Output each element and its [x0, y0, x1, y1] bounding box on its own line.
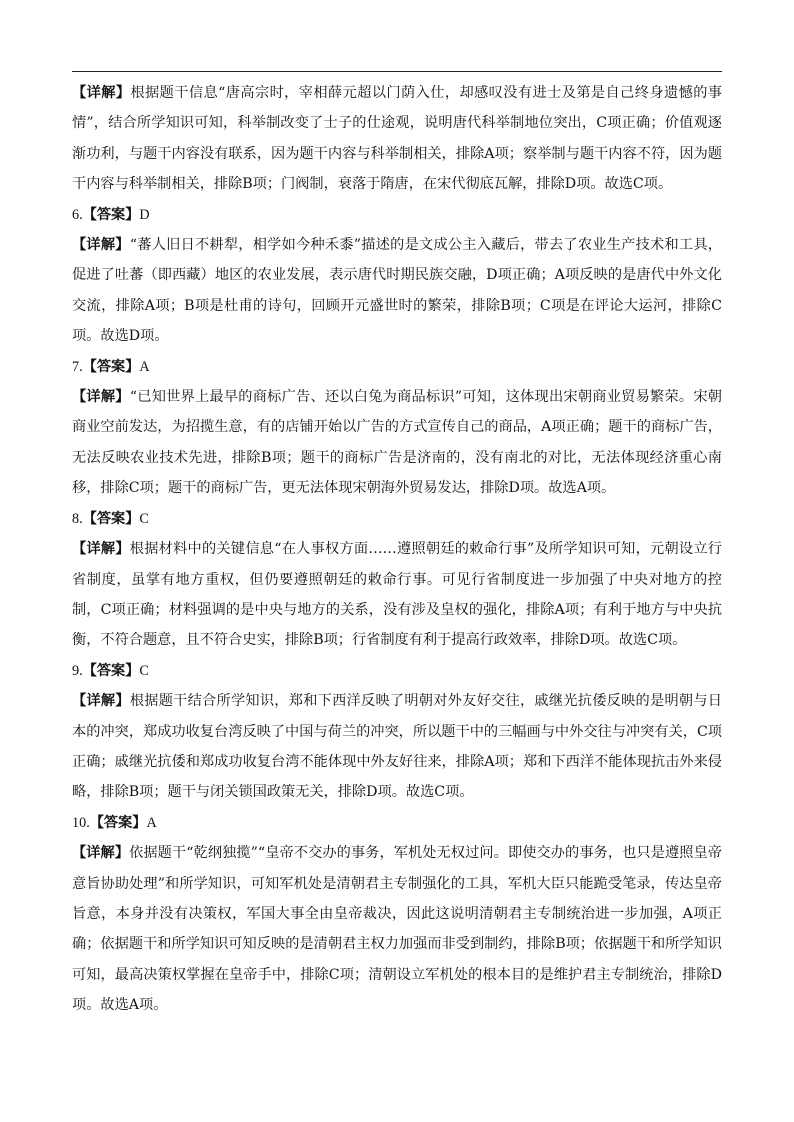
detail-text: 依据题干“乾纲独揽”“皇帝不交办的事务，军机处无权过问。即使交办的事务，也只是遵照皇帝意旨协助处理”和所学知识，可知军机处是清朝君主专制强化的工具，军机大臣只能跪受笔录，传达皇帝旨意，本身并没有决策权，军国大事全由皇帝裁决，因此这说明清朝君主专制统治进一步加强，A项正确；依据题干和所学知识可知反映的是清朝君主权力加强而非受到制约，排除B项；依据题干和所学知识可知，最高决策权掌握在皇帝手中，排除C项；清朝设立军机处的根本目的是维护君主专制统治，排除D项。故选A项。 — [72, 845, 722, 1014]
detail-paragraph-q10 — [72, 838, 722, 1020]
detail-paragraph-q8 — [72, 534, 722, 656]
answer-line-q10 — [72, 808, 722, 838]
answer-label: 【答案】 — [89, 814, 147, 831]
question-number: 10. — [72, 814, 90, 831]
answer-label: 【答案】 — [82, 358, 140, 375]
answer-explanations — [72, 78, 722, 1021]
question-number: 8. — [72, 510, 83, 527]
answer-line-q6 — [72, 200, 722, 230]
answer-value: D — [139, 206, 150, 223]
question-number: 7. — [72, 358, 83, 375]
answer-value: C — [139, 662, 149, 679]
answer-label: 【答案】 — [82, 662, 140, 679]
detail-paragraph-q9 — [72, 686, 722, 808]
detail-text: 根据题干信息“唐高宗时，宰相薛元超以门荫入仕，却感叹没有进士及第是自己终身遗憾的事情”，结合所学知识可知，科举制改变了士子的仕途观，说明唐代科举制地位突出，C项正确；价值观逐渐功利，与题干内容没有联系，因为题干内容与科举制相关，排除A项；察举制与题干内容不符，因为题干内容与科举制相关，排除B项；门阀制，衰落于隋唐，在宋代彻底瓦解，排除D项。故选C项。 — [72, 85, 722, 193]
intro-detail-paragraph — [72, 78, 722, 200]
question-number: 6. — [72, 206, 83, 223]
question-number: 9. — [72, 662, 83, 679]
detail-text: “蕃人旧日不耕犁，相学如今种禾黍”描述的是文成公主入藏后，带去了农业生产技术和工具，促进了吐蕃（即西藏）地区的农业发展，表示唐代时期民族交融，D项正确；A项反映的是唐代中外文化交流，排除A项；B项是杜甫的诗句，回顾开元盛世时的繁荣，排除B项；C项是在评论大运河，排除C项。故选D项。 — [72, 237, 722, 345]
detail-paragraph-q6 — [72, 230, 722, 352]
answer-label: 【答案】 — [82, 206, 140, 223]
answer-line-q9 — [72, 656, 722, 686]
answer-line-q7 — [72, 352, 722, 382]
answer-value: A — [139, 358, 150, 375]
answer-value: A — [146, 814, 157, 831]
detail-label: 【详解】 — [72, 541, 130, 558]
answer-line-q8 — [72, 504, 722, 534]
header-rule — [72, 71, 722, 72]
detail-label: 【详解】 — [72, 85, 131, 101]
detail-label: 【详解】 — [72, 389, 130, 406]
detail-text: “已知世界上最早的商标广告、还以白兔为商品标识”可知，这体现出宋朝商业贸易繁荣。宋朝商业空前发达，为招揽生意，有的店铺开始以广告的方式宣传自己的商品，A项正确；题干的商标广告，无法反映农业技术先进，排除B项；题干的商标广告是济南的，没有南北的对比，无法体现经济重心南移，排除C项；题干的商标广告，更无法体现宋朝海外贸易发达，排除D项。故选A项。 — [72, 389, 722, 497]
detail-label: 【详解】 — [72, 237, 130, 254]
detail-paragraph-q7 — [72, 382, 722, 504]
detail-text: 根据材料中的关键信息“在人事权方面……遵照朝廷的敕命行事”及所学知识可知，元朝设立行省制度，虽掌有地方重权，但仍要遵照朝廷的敕命行事。可见行省制度进一步加强了中央对地方的控制，C项正确；材料强调的是中央与地方的关系，没有涉及皇权的强化，排除A项；有利于地方与中央抗衡，不符合题意，且不符合史实，排除B项；行省制度有利于提高行政效率，排除D项。故选C项。 — [72, 541, 722, 649]
detail-label: 【详解】 — [72, 845, 130, 862]
detail-label: 【详解】 — [72, 693, 130, 710]
answer-label: 【答案】 — [82, 510, 140, 527]
detail-text: 根据题干结合所学知识，郑和下西洋反映了明朝对外友好交往，戚继光抗倭反映的是明朝与日本的冲突，郑成功收复台湾反映了中国与荷兰的冲突，所以题干中的三幅画与中外交往与冲突有关，C项正确；戚继光抗倭和郑成功收复台湾不能体现中外友好往来，排除A项；郑和下西洋不能体现抗击外来侵略，排除B项；题干与闭关锁国政策无关，排除D项。故选C项。 — [72, 693, 722, 801]
answer-value: C — [139, 510, 149, 527]
